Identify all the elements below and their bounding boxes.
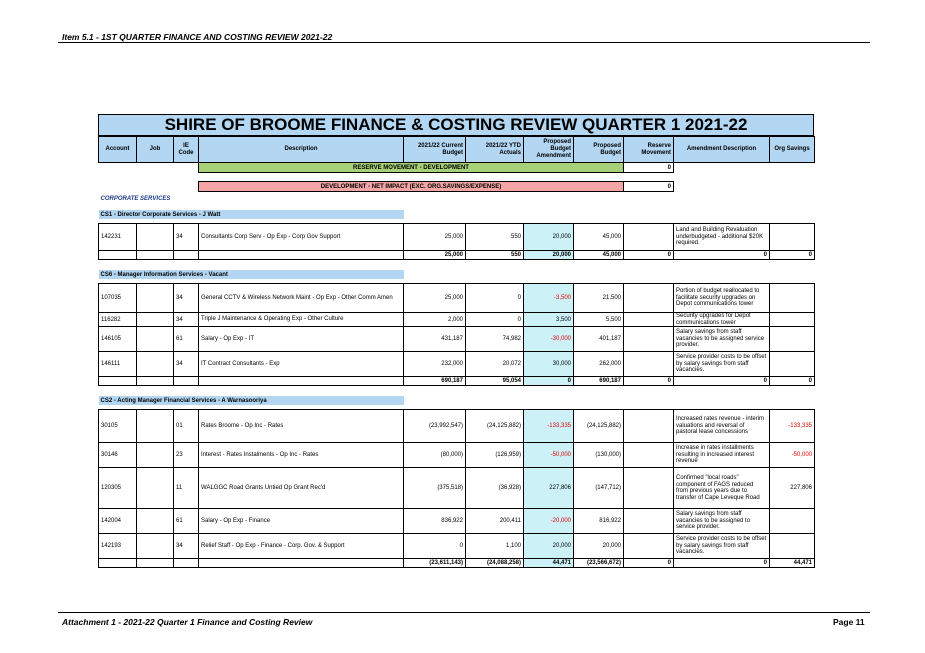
group-title-row [99,396,815,405]
empty-cell [574,396,624,405]
empty-cell [770,386,815,397]
net-impact-row [99,182,815,192]
reserve-movement-cell [624,327,674,352]
proposed-budget-cell: (147,712) [574,468,624,509]
empty-cell [524,173,574,182]
empty-cell [199,260,404,271]
current-budget-cell: 25,000 [404,224,466,251]
empty-cell [624,396,674,405]
amendment-cell: -3,500 [524,284,574,313]
account-cell: 30146 [99,443,137,468]
empty-cell [524,192,574,207]
total-current: (23,611,143) [404,559,466,568]
job-cell [137,313,174,327]
ytd-actuals-cell: 0 [466,284,524,313]
account-cell: 142231 [99,224,137,251]
total-amendment-description: 0 [674,559,770,568]
column-header: Proposed Budget Amendment [524,137,574,163]
empty-cell [674,192,770,207]
current-budget-cell: (375,518) [404,468,466,509]
job-cell [137,224,174,251]
ytd-actuals-cell: (126,959) [466,443,524,468]
ie-code-cell: 23 [174,443,199,468]
account-cell: 116282 [99,313,137,327]
empty-cell [99,377,137,386]
description-cell: Relief Staff - Op Exp - Finance - Corp. Gov. & Support [199,534,404,559]
page-footer: Attachment 1 - 2021-22 Quarter 1 Finance and Costing Review [62,617,313,627]
ie-code-cell: 11 [174,468,199,509]
spacer-row [99,173,815,182]
ie-code-cell: 01 [174,410,199,443]
empty-cell [524,386,574,397]
total-reserve: 0 [624,559,674,568]
proposed-budget-cell: 20,000 [574,534,624,559]
group-title: CS1 - Director Corporate Services - J Watt [99,210,404,219]
account-cell: 30105 [99,410,137,443]
empty-cell [404,260,466,271]
empty-cell [199,251,404,260]
empty-cell [624,192,674,207]
group-title: CS6 - Manager Information Services - Vacant [99,270,404,279]
empty-cell [574,386,624,397]
empty-cell [99,173,137,182]
proposed-budget-cell: 401,187 [574,327,624,352]
org-savings-cell [770,534,815,559]
proposed-budget-cell: 816,922 [574,509,624,534]
reserve-value: 0 [624,163,674,173]
column-header: Reserve Movement [624,137,674,163]
amendment-description-cell: Salary savings from staff vacancies to be assigned service provider. [674,327,770,352]
amendment-cell: 30,000 [524,352,574,377]
ytd-actuals-cell: 200,411 [466,509,524,534]
empty-cell [99,386,137,397]
section-title: CORPORATE SERVICES [100,196,171,202]
amendment-description-cell: Increased rates revenue - interim valuations and reversal of pastoral lease concessions [674,410,770,443]
total-amendment-description: 0 [674,251,770,260]
org-savings-cell [770,224,815,251]
empty-cell [174,377,199,386]
total-ytd: 95,054 [466,377,524,386]
current-budget-cell: 836,922 [404,509,466,534]
empty-cell [574,260,624,271]
total-reserve: 0 [624,377,674,386]
amendment-description-cell: Service provider costs to be offset by salary savings from staff vacancies. [674,352,770,377]
ytd-actuals-cell: 20,072 [466,352,524,377]
header-divider [58,42,870,43]
empty-cell [99,559,137,568]
empty-cell [404,210,466,219]
amendment-description-cell: Service provider costs to be offset by salary savings from staff vacancies. [674,534,770,559]
column-header: 2021/22 Current Budget [404,137,466,163]
net-impact-label: DEVELOPMENT - NET IMPACT (EXC. ORG.SAVINGS/EXPENSE) [199,182,624,192]
table-row [99,410,815,443]
account-cell: 146111 [99,352,137,377]
empty-cell [99,251,137,260]
table-row [99,468,815,509]
table-row [99,443,815,468]
empty-cell [524,260,574,271]
current-budget-cell: 25,000 [404,284,466,313]
job-cell [137,468,174,509]
column-header: Proposed Budget [574,137,624,163]
column-header: Description [199,137,404,163]
empty-cell [174,182,199,192]
empty-cell [674,173,770,182]
ie-code-cell: 34 [174,224,199,251]
empty-cell [574,270,624,279]
amendment-cell: -30,000 [524,327,574,352]
empty-cell [524,396,574,405]
description-cell: IT Contract Consultants - Exp [199,352,404,377]
description-cell: WALGGC Road Grants Untied Op Grant Rec'd [199,468,404,509]
empty-cell [624,260,674,271]
empty-cell [137,559,174,568]
account-cell: 120305 [99,468,137,509]
description-cell: Salary - Op Exp - IT [199,327,404,352]
reserve-movement-cell [624,410,674,443]
reserve-movement-cell [624,509,674,534]
table-row [99,352,815,377]
account-cell: 142004 [99,509,137,534]
job-cell [137,443,174,468]
column-header: Job [137,137,174,163]
empty-cell [404,396,466,405]
empty-cell [770,182,815,192]
empty-cell [99,182,137,192]
total-proposed: 45,000 [574,251,624,260]
org-savings-cell [770,352,815,377]
empty-cell [174,386,199,397]
total-proposed: (23,566,672) [574,559,624,568]
amendment-cell: -20,000 [524,509,574,534]
empty-cell [199,377,404,386]
spacer-row [99,260,815,271]
empty-cell [137,173,174,182]
proposed-budget-cell: 5,500 [574,313,624,327]
total-row [99,377,815,386]
ie-code-cell: 61 [174,327,199,352]
reserve-movement-cell [624,224,674,251]
ytd-actuals-cell: 0 [466,313,524,327]
empty-cell [466,396,524,405]
job-cell [137,284,174,313]
empty-cell [770,210,815,219]
empty-cell [174,173,199,182]
ie-code-cell: 34 [174,352,199,377]
org-savings-cell: -50,000 [770,443,815,468]
empty-cell [174,251,199,260]
group-title-row [99,210,815,219]
total-amendment: 0 [524,377,574,386]
total-ytd: (24,088,258) [466,559,524,568]
empty-cell [466,386,524,397]
column-header: 2021/22 YTD Actuals [466,137,524,163]
column-header: IE Code [174,137,199,163]
amendment-cell: -133,335 [524,410,574,443]
empty-cell [770,192,815,207]
empty-cell [137,260,174,271]
group-title: CS2 - Acting Manager Financial Services - A Warnasooriya [99,396,404,405]
empty-cell [404,173,466,182]
proposed-budget-cell: 45,000 [574,224,624,251]
empty-cell [199,559,404,568]
current-budget-cell: (80,000) [404,443,466,468]
finance-table [98,136,815,568]
group-title-row [99,270,815,279]
proposed-budget-cell: (130,000) [574,443,624,468]
job-cell [137,534,174,559]
empty-cell [770,270,815,279]
total-org-savings: 0 [770,377,815,386]
account-cell: 142193 [99,534,137,559]
total-reserve: 0 [624,251,674,260]
column-header: Account [99,137,137,163]
section-row [99,192,815,207]
account-cell: 107035 [99,284,137,313]
empty-cell [404,386,466,397]
empty-cell [99,260,137,271]
empty-cell [770,260,815,271]
total-proposed: 690,187 [574,377,624,386]
empty-cell [770,396,815,405]
column-header: Amendment Description [674,137,770,163]
total-row [99,559,815,568]
column-header-row [99,137,815,163]
table-row [99,224,815,251]
ie-code-cell: 61 [174,509,199,534]
empty-cell [137,251,174,260]
empty-cell [674,396,770,405]
empty-cell [137,163,174,173]
finance-sheet [98,114,814,568]
table-row [99,534,815,559]
empty-cell [624,210,674,219]
table-row [99,509,815,534]
reserve-movement-cell [624,352,674,377]
reserve-movement-cell [624,443,674,468]
empty-cell [137,386,174,397]
current-budget-cell: (23,992,547) [404,410,466,443]
empty-cell [137,182,174,192]
description-cell: Rates Broome - Op Inc - Rates [199,410,404,443]
empty-cell [199,173,404,182]
total-amendment: 20,000 [524,251,574,260]
empty-cell [137,377,174,386]
empty-cell [466,210,524,219]
amendment-description-cell: Security upgrades for Depot communications tower [674,313,770,327]
empty-cell [770,163,815,173]
description-cell: Interest - Rates Instalments - Op Inc - Rates [199,443,404,468]
org-savings-cell: -133,335 [770,410,815,443]
ie-code-cell: 34 [174,534,199,559]
empty-cell [674,260,770,271]
amendment-cell: 3,500 [524,313,574,327]
reserve-movement-cell [624,284,674,313]
total-amendment: 44,471 [524,559,574,568]
net-impact-value: 0 [624,182,674,192]
empty-cell [674,270,770,279]
description-cell: Triple J Maintenance & Operating Exp - Other Culture [199,313,404,327]
description-cell: General CCTV & Wireless Network Maint - Op Exp - Other Comm Amen [199,284,404,313]
org-savings-cell [770,313,815,327]
amendment-description-cell: Land and Building Revaluation underbudgeted - additional $20K required. [674,224,770,251]
reserve-movement-cell [624,468,674,509]
proposed-budget-cell: (24,125,882) [574,410,624,443]
empty-cell [624,386,674,397]
empty-cell [466,260,524,271]
org-savings-cell [770,509,815,534]
current-budget-cell: 431,187 [404,327,466,352]
column-header: Org Savings [770,137,815,163]
reserve-movement-cell [624,313,674,327]
total-ytd: 550 [466,251,524,260]
amendment-cell: 20,000 [524,534,574,559]
ytd-actuals-cell: 1,100 [466,534,524,559]
ytd-actuals-cell: 550 [466,224,524,251]
empty-cell [574,210,624,219]
total-amendment-description: 0 [674,377,770,386]
job-cell [137,352,174,377]
empty-cell [624,270,674,279]
sheet-title: SHIRE OF BROOME FINANCE & COSTING REVIEW QUARTER 1 2021-22 [98,114,814,136]
empty-cell [524,270,574,279]
empty-cell [199,386,404,397]
empty-cell [466,173,524,182]
reserve-row [99,163,815,173]
empty-cell [674,182,770,192]
job-cell [137,410,174,443]
amendment-description-cell: Increase in rates installments resulting in increased interest revenue [674,443,770,468]
amendment-description-cell: Salary savings from staff vacancies to be assigned to service provider. [674,509,770,534]
table-row [99,327,815,352]
empty-cell [404,192,466,207]
page-number: Page 11 [833,617,865,627]
proposed-budget-cell: 262,000 [574,352,624,377]
proposed-budget-cell: 21,500 [574,284,624,313]
current-budget-cell: 2,000 [404,313,466,327]
table-row [99,313,815,327]
empty-cell [674,386,770,397]
empty-cell [466,270,524,279]
description-cell: Consultants Corp Serv - Op Exp - Corp Gov Support [199,224,404,251]
ytd-actuals-cell: (24,125,882) [466,410,524,443]
empty-cell [99,163,137,173]
empty-cell [674,210,770,219]
ie-code-cell: 34 [174,284,199,313]
org-savings-cell: 227,806 [770,468,815,509]
amendment-cell: 20,000 [524,224,574,251]
ie-code-cell: 34 [174,313,199,327]
reserve-movement-cell [624,534,674,559]
description-cell: Salary - Op Exp - Finance [199,509,404,534]
empty-cell [404,270,466,279]
empty-cell [174,260,199,271]
empty-cell [770,173,815,182]
amendment-cell: -50,000 [524,443,574,468]
account-cell: 146105 [99,327,137,352]
amendment-description-cell: Confirmed "local roads" component of FAGS reduced from previous years due to transfer of Cape Leveque Road [674,468,770,509]
amendment-description-cell: Portion of budget reallocated to facilitate security upgrades on Depot communications tower [674,284,770,313]
total-current: 25,000 [404,251,466,260]
org-savings-cell [770,284,815,313]
total-current: 690,187 [404,377,466,386]
empty-cell [624,173,674,182]
empty-cell [466,192,524,207]
spacer-row [99,386,815,397]
empty-cell [574,192,624,207]
empty-cell [524,210,574,219]
amendment-cell: 227,806 [524,468,574,509]
ytd-actuals-cell: (36,928) [466,468,524,509]
total-row [99,251,815,260]
empty-cell [574,173,624,182]
job-cell [137,509,174,534]
current-budget-cell: 232,000 [404,352,466,377]
empty-cell [174,163,199,173]
table-row [99,284,815,313]
empty-cell [174,559,199,568]
page-header: Item 5.1 - 1ST QUARTER FINANCE AND COSTING REVIEW 2021-22 [62,32,333,42]
total-org-savings: 0 [770,251,815,260]
footer-divider [58,612,870,613]
job-cell [137,327,174,352]
ytd-actuals-cell: 74,982 [466,327,524,352]
reserve-label: RESERVE MOVEMENT - DEVELOPMENT [199,163,624,173]
total-org-savings: 44,471 [770,559,815,568]
org-savings-cell [770,327,815,352]
current-budget-cell: 0 [404,534,466,559]
empty-cell [674,163,770,173]
